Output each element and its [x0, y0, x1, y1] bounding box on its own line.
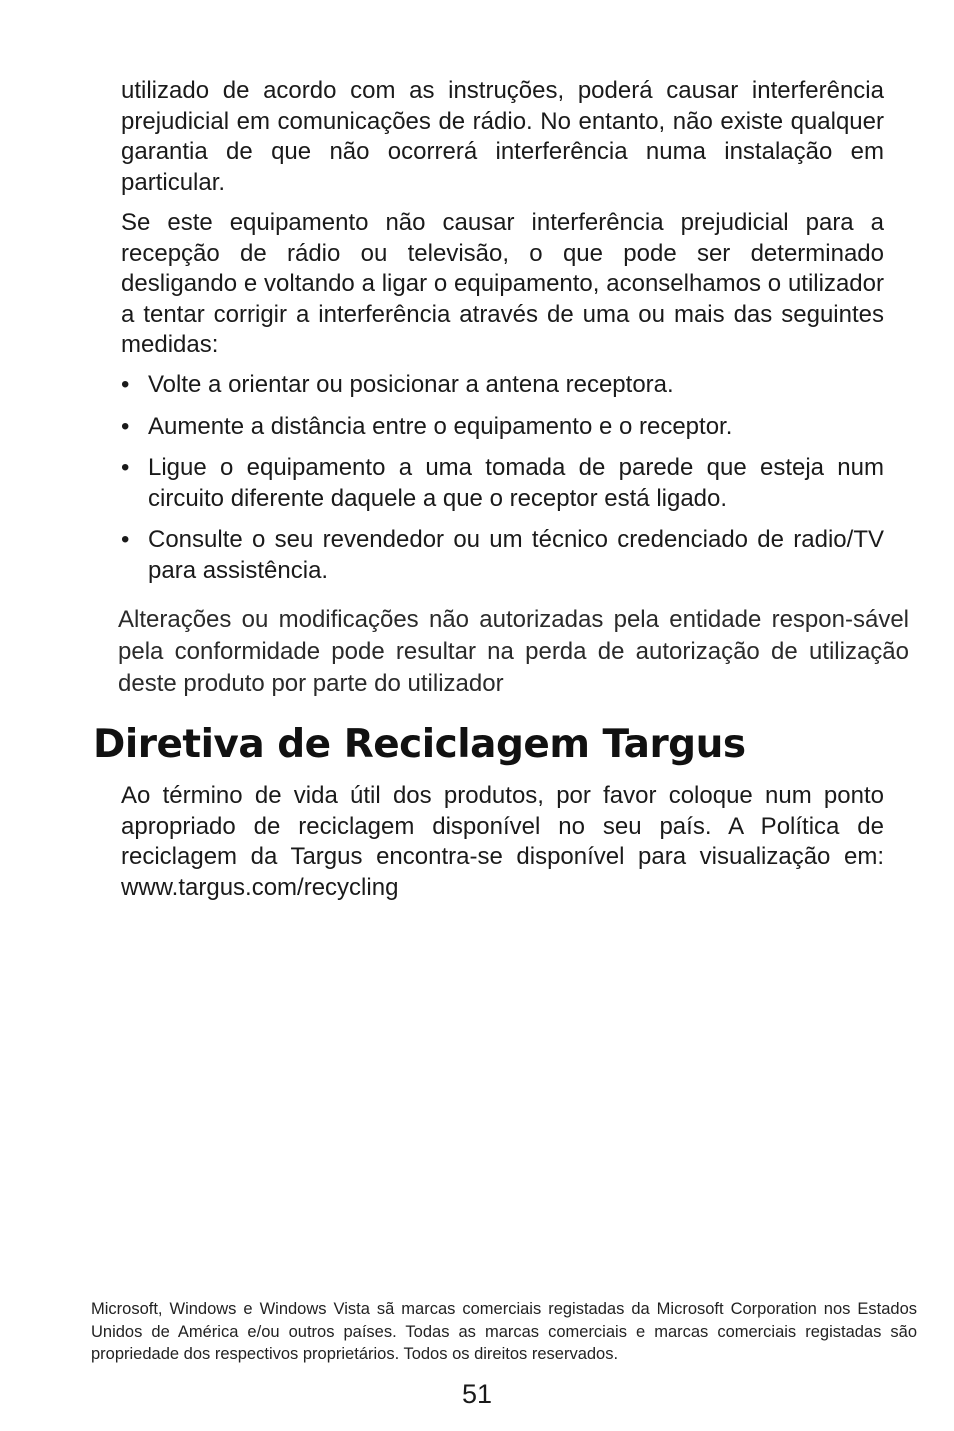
list-item: • Ligue o equipamento a uma tomada de parede que esteja num circuito diferente daquele a que o receptor está ligado. [121, 453, 884, 514]
paragraph-corrective-measures: Se este equipamento não causar interferência prejudicial para a recepção de rádio ou televisão, o que pode ser determinado desligando e voltando a ligar o equipamento, aconselhamos o utilizador a tentar corrigir a interferência através de uma ou mais das seguintes medidas: [121, 209, 884, 358]
paragraph-unauthorized-changes: Alterações ou modificações não autorizadas pela entidade respon-sável pela conformidade pode resultar na perda de autorização de utilização deste produto por parte do utilizador [118, 606, 909, 697]
measures-list [121, 370, 884, 597]
section-heading-recycling: Diretiva de Reciclagem Targus [93, 722, 746, 767]
paragraph-recycling: Ao término de vida útil dos produtos, por favor coloque num ponto apropriado de reciclagem disponível no seu país. A Política de reciclagem da Targus encontra-se disponível para visualização em: www.targus.com/recycling [121, 782, 884, 901]
list-item: • Consulte o seu revendedor ou um técnico credenciado de radio/TV para assistência. [121, 525, 884, 586]
list-item: • Volte a orientar ou posicionar a antena receptora. [121, 370, 884, 401]
page-number: 51 [461, 1379, 493, 1409]
paragraph-interference-intro: utilizado de acordo com as instruções, poderá causar interferência prejudicial em comunicações de rádio. No entanto, não existe qualquer garantia de que não ocorrerá interferência numa instalação em particular. [121, 77, 884, 196]
list-item: • Aumente a distância entre o equipamento e o receptor. [121, 412, 884, 443]
trademark-footnote: Microsoft, Windows e Windows Vista sã marcas comerciais registadas da Microsoft Corporation nos Estados Unidos de América e/ou outros países. Todas as marcas comerciais e marcas comerciais registadas são propriedade dos respectivos proprietários. Todos os direitos reservados. [91, 1300, 917, 1363]
